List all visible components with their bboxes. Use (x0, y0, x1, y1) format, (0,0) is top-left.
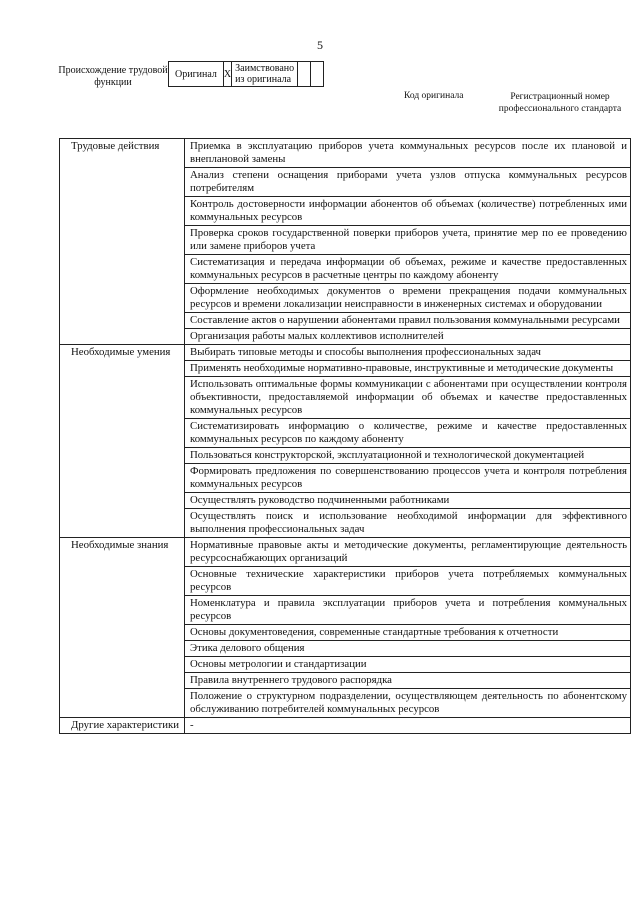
section-title: Необходимые знания (60, 538, 185, 718)
section-item: Оформление необходимых документов о времени прекращения подачи коммунальных ресурсов и времени локализации неисправности в инженерных системах и оборудовании (185, 284, 631, 313)
section-item: Контроль достоверности информации абонентов об объемах (количестве) потребленных ими коммунальных ресурсов (185, 197, 631, 226)
section-item: Применять необходимые нормативно-правовые, инструктивные и методические документы (185, 361, 631, 377)
section-item: Этика делового общения (185, 641, 631, 657)
table-row (60, 139, 631, 168)
section-item: - (185, 718, 631, 734)
table-row (60, 718, 631, 734)
original-code-caption: Код оригинала (404, 91, 464, 101)
section-item: Пользоваться конструкторской, эксплуатационной и технологической документацией (185, 448, 631, 464)
page-number: 5 (317, 38, 323, 52)
section-item: Составление актов о нарушении абонентами правил пользования коммунальными ресурсами (185, 313, 631, 329)
section-title: Необходимые умения (60, 345, 185, 538)
section-item: Положение о структурном подразделении, осуществляющем деятельность по абонентскому обслуживанию потребителей коммунальных ресурсов (185, 689, 631, 718)
table-row (60, 538, 631, 567)
borrowed-cell: Заимствовано из оригинала (232, 62, 298, 87)
original-code-cell (298, 62, 311, 87)
section-item: Осуществлять руководство подчиненными работниками (185, 493, 631, 509)
section-item: Осуществлять поиск и использование необходимой информации для эффективного выполнения профессиональных задач (185, 509, 631, 538)
origin-label: Происхождение трудовой функции (58, 65, 168, 88)
labor-function-table (59, 138, 631, 734)
section-item: Организация работы малых коллективов исполнителей (185, 329, 631, 345)
section-item: Проверка сроков государственной поверки приборов учета, принятие мер по ее проведению или замене приборов учета (185, 226, 631, 255)
registration-number-cell (311, 62, 324, 87)
section-item: Номенклатура и правила эксплуатации приборов учета и потребления коммунальных ресурсов (185, 596, 631, 625)
section-item: Основы документоведения, современные стандартные требования к отчетности (185, 625, 631, 641)
section-item: Приемка в эксплуатацию приборов учета коммунальных ресурсов после их плановой и внеплановой замены (185, 139, 631, 168)
registration-number-caption: Регистрационный номер профессионального стандарта (498, 92, 622, 114)
table-row (60, 345, 631, 361)
section-item: Систематизировать информацию о количестве, режиме и качестве предоставленных коммунальных ресурсов по каждому абоненту (185, 419, 631, 448)
section-item: Выбирать типовые методы и способы выполнения профессиональных задач (185, 345, 631, 361)
section-item: Анализ степени оснащения приборами учета узлов отпуска коммунальных ресурсов потребителям (185, 168, 631, 197)
section-item: Правила внутреннего трудового распорядка (185, 673, 631, 689)
section-title: Другие характеристики (60, 718, 185, 734)
section-item: Основные технические характеристики приборов учета потребляемых коммунальных ресурсов (185, 567, 631, 596)
section-item: Формировать предложения по совершенствованию процессов учета и контроля потребления коммунальных ресурсов (185, 464, 631, 493)
section-title: Трудовые действия (60, 139, 185, 345)
section-item: Систематизация и передача информации об объемах, режиме и качестве предоставленных коммунальных ресурсов в расчетные центры по каждому абоненту (185, 255, 631, 284)
original-mark: X (223, 62, 231, 87)
original-cell: Оригинал (169, 62, 224, 87)
section-item: Нормативные правовые акты и методические документы, регламентирующие деятельность ресурсоснабжающих организаций (185, 538, 631, 567)
section-item: Основы метрологии и стандартизации (185, 657, 631, 673)
origin-table (168, 61, 324, 87)
section-item: Использовать оптимальные формы коммуникации с абонентами при осуществлении контроля объективности, предоставляемой информации об объемах и качестве предоставленных коммунальных ресурсов (185, 377, 631, 419)
